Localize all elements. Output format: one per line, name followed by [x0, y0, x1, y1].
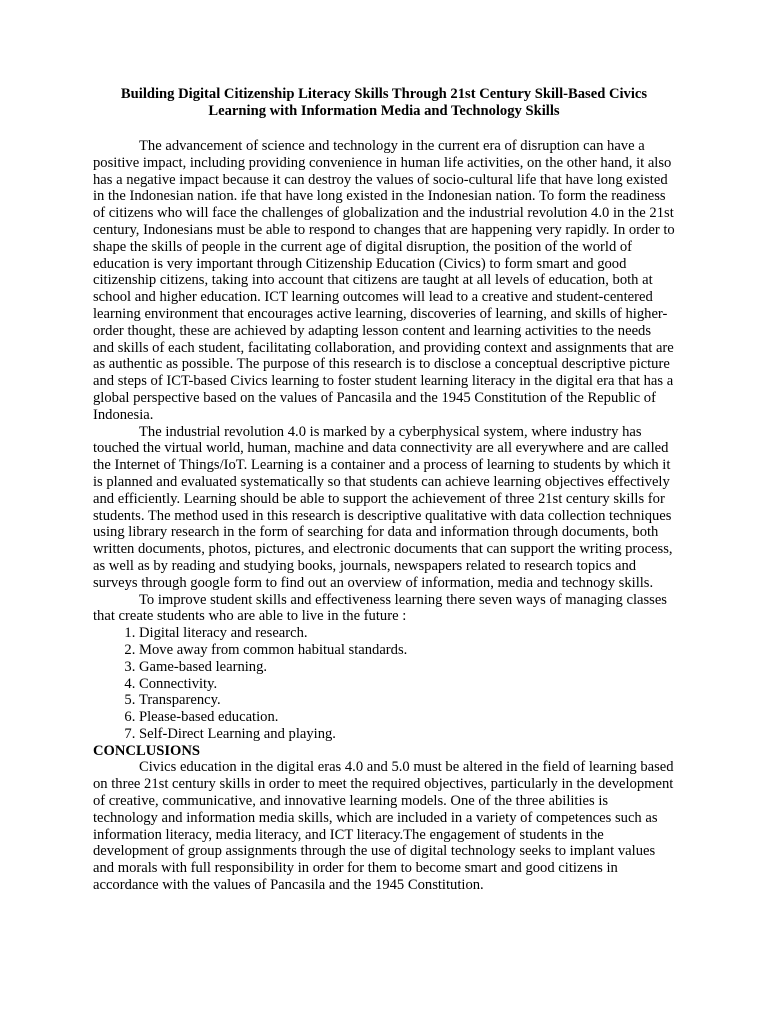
body-paragraph-3: To improve student skills and effectiveness learning there seven ways of managing classes that create students who are able to live in the future : [93, 591, 667, 625]
list-item: 5. Transparency. [139, 692, 675, 709]
ways-list [93, 625, 675, 743]
list-item: 6. Please-based education. [139, 709, 675, 726]
list-item: 4. Connectivity. [139, 676, 675, 693]
body-paragraph-2: The industrial revolution 4.0 is marked by a cyberphysical system, where industry has touched the virtual world, human, machine and data connectivity are all everywhere and are called the Internet of Things/IoT. Learning is a container and a process of learning to students by which it is planned and evaluated systematically so that students can achieve learning objectives effectively and efficiently. Learning should be able to support the achievement of three 21st century skills for students. The method used in this research is descriptive qualitative with data collection techniques using library research in the form of searching for data and information through documents, both written documents, photos, pictures, and electronic documents that can support the writing process, as well as by reading and studying books, journals, newspapers related to research topics and surveys through google form to find out an overview of information, media and technogy skills. [93, 423, 673, 591]
list-item: 7. Self-Direct Learning and playing. [139, 726, 675, 743]
list-item: 1. Digital literacy and research. [139, 625, 675, 642]
document-title: Building Digital Citizenship Literacy Skills Through 21st Century Skill-Based Civics Learning with Information Media and Technology Skills [120, 86, 648, 119]
conclusions-paragraph: Civics education in the digital eras 4.0 and 5.0 must be altered in the field of learning based on three 21st century skills in order to meet the required objectives, particularly in the development of creative, communicative, and innovative learning models. One of the three abilities is technology and information media skills, which are included in a variety of competences such as information literacy, media literacy, and ICT literacy.The engagement of students in the development of group assignments through the use of digital technology seeks to implant values and morals with full responsibility in order for them to become smart and good citizens in accordance with the values of Pancasila and the 1945 Constitution. [93, 759, 674, 894]
conclusions-heading: CONCLUSIONS [93, 742, 201, 759]
body-paragraph-1: The advancement of science and technology in the current era of disruption can have a positive impact, including providing convenience in human life activities, on the other hand, it also has a negative impact because it can destroy the values of socio-cultural life that have long existed in the Indonesian nation. ife that have long existed in the Indonesian nation. To form the readiness of citizens who will face the challenges of globalization and the industrial revolution 4.0 in the 21st century, Indonesians must be able to respond to changes that are happening very rapidly. In order to shape the skills of people in the current age of digital disruption, the position of the world of education is very important through Citizenship Education (Civics) to form smart and good citizenship citizens, taking into account that citizens are taught at all levels of education, both at school and higher education. ICT learning outcomes will lead to a creative and student-centered learning environment that encourages active learning, discoveries of learning, and skills of higher-order thought, these are achieved by adapting lesson content and learning activities to the needs and skills of each student, facilitating collaboration, and providing context and assignments that are as authentic as possible. The purpose of this research is to disclose a conceptual descriptive picture and steps of ICT-based Civics learning to foster student learning literacy in the digital era that has a global perspective based on the values of Pancasila and the 1945 Constitution of the Republic of Indonesia. [93, 138, 675, 423]
document-page [93, 86, 675, 894]
list-item: 3. Game-based learning. [139, 659, 675, 676]
list-item: 2. Move away from common habitual standards. [139, 642, 675, 659]
